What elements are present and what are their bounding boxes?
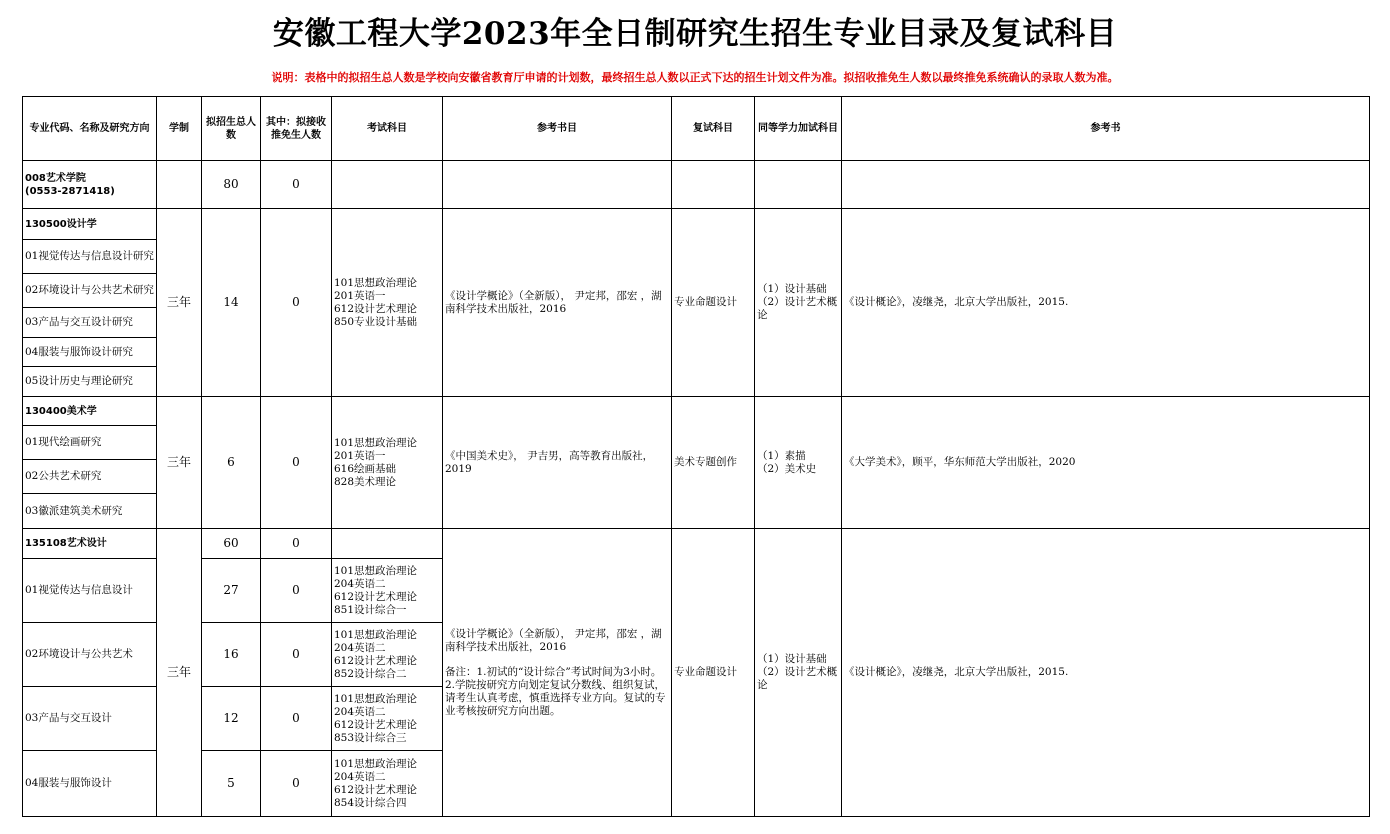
major-exempt: 0 [261, 397, 332, 529]
college-exam [332, 161, 443, 209]
direction-name: 01视觉传达与信息设计研究 [23, 240, 157, 274]
extra-books: 《大学美术》，顾平，华东师范大学出版社，2020 [842, 397, 1370, 529]
college-extra-books [842, 161, 1370, 209]
books-text: 《设计学概论》（全新版）， 尹定邦，邵宏 ，湖南科学技术出版社，2016 [445, 627, 662, 653]
direction-exempt: 0 [261, 751, 332, 817]
retest-subject: 专业命题设计 [672, 529, 755, 817]
retest-subject: 专业命题设计 [672, 209, 755, 397]
note-text: 说明：表格中的拟招生总人数是学校向安徽省教育厅申请的计划数，最终招生总人数以正式下达的招生计划文件为准。拟招收推免生人数以最终推免系统确认的录取人数为准。 [271, 71, 1119, 84]
direction-exempt: 0 [261, 559, 332, 623]
exam-subjects-empty [332, 529, 443, 559]
direction-name: 04服装与服饰设计 [23, 751, 157, 817]
major-exempt: 0 [261, 529, 332, 559]
major-total: 6 [202, 397, 261, 529]
direction-name: 02公共艺术研究 [23, 460, 157, 494]
direction-exam: 101思想政治理论 204英语二 612设计艺术理论 854设计综合四 [332, 751, 443, 817]
major-exempt: 0 [261, 209, 332, 397]
major-name: 130500设计学 [23, 209, 157, 240]
header-extra-books: 参考书 [842, 97, 1370, 161]
header-extra: 同等学力加试科目 [755, 97, 842, 161]
page-title: 安徽工程大学2023年全日制研究生招生专业目录及复试科目 [272, 16, 1118, 52]
header-total: 拟招生总人数 [202, 97, 261, 161]
direction-exempt: 0 [261, 623, 332, 687]
major-row-design [23, 209, 1370, 240]
direction-exam: 101思想政治理论 204英语二 612设计艺术理论 853设计综合三 [332, 687, 443, 751]
major-total: 60 [202, 529, 261, 559]
header-years: 学制 [157, 97, 202, 161]
header-row [23, 97, 1370, 161]
header-exam: 考试科目 [332, 97, 443, 161]
extra-books: 《设计概论》，凌继尧，北京大学出版社，2015. [842, 529, 1370, 817]
major-years: 三年 [157, 529, 202, 817]
exam-subjects: 101思想政治理论 201英语一 612设计艺术理论 850专业设计基础 [332, 209, 443, 397]
direction-total: 12 [202, 687, 261, 751]
college-total: 80 [202, 161, 261, 209]
major-years: 三年 [157, 209, 202, 397]
direction-name: 03产品与交互设计 [23, 687, 157, 751]
college-books [443, 161, 672, 209]
college-extra [755, 161, 842, 209]
direction-name: 01现代绘画研究 [23, 426, 157, 460]
reference-books: 《中国美术史》， 尹吉男，高等教育出版社，2019 [443, 397, 672, 529]
major-name: 130400美术学 [23, 397, 157, 426]
major-total: 14 [202, 209, 261, 397]
direction-name: 03产品与交互设计研究 [23, 308, 157, 338]
exam-subjects: 101思想政治理论 201英语一 616绘画基础 828美术理论 [332, 397, 443, 529]
college-retest [672, 161, 755, 209]
header-books: 参考书目 [443, 97, 672, 161]
college-name: 008艺术学院 [25, 172, 86, 184]
college-name-cell [23, 161, 157, 209]
catalog-table [22, 96, 1370, 817]
retest-subject: 美术专题创作 [672, 397, 755, 529]
major-years: 三年 [157, 397, 202, 529]
header-retest: 复试科目 [672, 97, 755, 161]
direction-exam: 101思想政治理论 204英语二 612设计艺术理论 851设计综合一 [332, 559, 443, 623]
direction-name: 01视觉传达与信息设计 [23, 559, 157, 623]
direction-name: 04服装与服饰设计研究 [23, 338, 157, 367]
extra-subjects: （1）素描 （2）美术史 [755, 397, 842, 529]
direction-name: 05设计历史与理论研究 [23, 367, 157, 397]
direction-total: 5 [202, 751, 261, 817]
extra-books: 《设计概论》，凌继尧，北京大学出版社，2015. [842, 209, 1370, 397]
direction-exam: 101思想政治理论 204英语二 612设计艺术理论 852设计综合二 [332, 623, 443, 687]
reference-books [443, 529, 672, 817]
header-major: 专业代码、名称及研究方向 [23, 97, 157, 161]
extra-subjects: （1）设计基础 （2）设计艺术概论 [755, 529, 842, 817]
direction-name: 02环境设计与公共艺术研究 [23, 274, 157, 308]
reference-books: 《设计学概论》（全新版）， 尹定邦，邵宏 ，湖南科学技术出版社，2016 [443, 209, 672, 397]
direction-exempt: 0 [261, 687, 332, 751]
direction-name: 03徽派建筑美术研究 [23, 494, 157, 529]
major-row-art [23, 397, 1370, 426]
direction-total: 27 [202, 559, 261, 623]
direction-total: 16 [202, 623, 261, 687]
major-row-artdesign [23, 529, 1370, 559]
college-row [23, 161, 1370, 209]
header-exempt: 其中：拟接收推免生人数 [261, 97, 332, 161]
college-phone: (0553-2871418) [25, 185, 115, 197]
college-exempt: 0 [261, 161, 332, 209]
college-years [157, 161, 202, 209]
extra-subjects: （1）设计基础 （2）设计艺术概论 [755, 209, 842, 397]
major-name: 135108艺术设计 [23, 529, 157, 559]
direction-name: 02环境设计与公共艺术 [23, 623, 157, 687]
remark-text: 备注：1.初试的“设计综合”考试时间为3小时。 2.学院按研究方向划定复试分数线、组织复试，请考生认真考虑，慎重选择专业方向。复试的专业考核按研究方向出题。 [445, 665, 666, 717]
